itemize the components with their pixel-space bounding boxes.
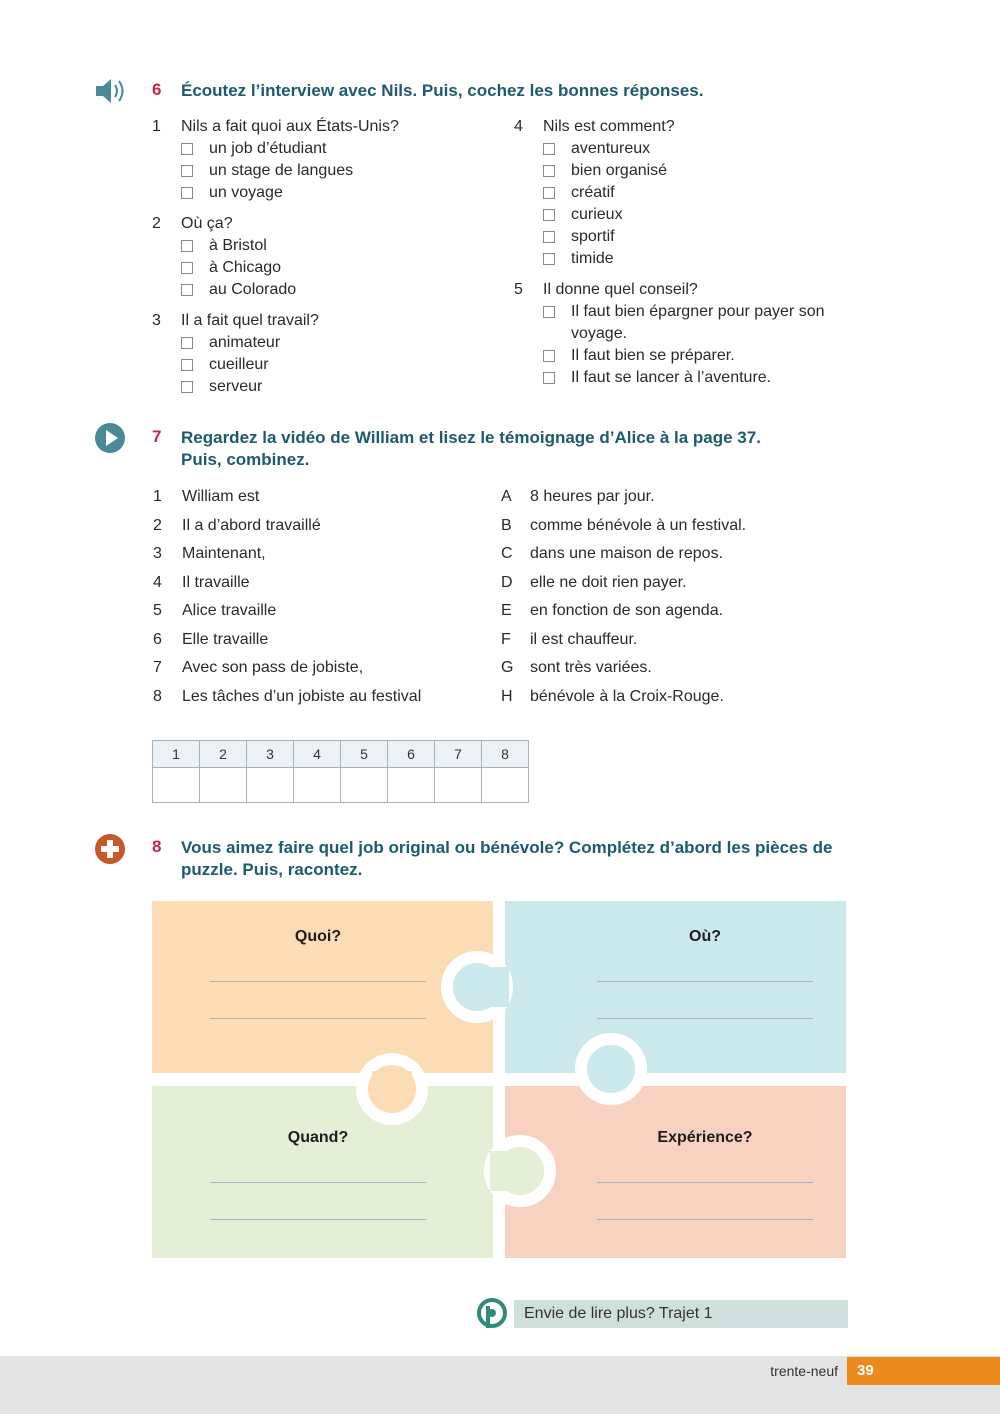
answer-cell[interactable] bbox=[482, 768, 529, 803]
puzzle-label-ou: Où? bbox=[689, 928, 721, 945]
grid-header: 6 bbox=[388, 741, 435, 768]
checkbox[interactable] bbox=[181, 262, 193, 274]
write-line[interactable] bbox=[597, 1182, 813, 1183]
answer-cell[interactable] bbox=[294, 768, 341, 803]
answer-cell[interactable] bbox=[435, 768, 482, 803]
write-line[interactable] bbox=[210, 1219, 426, 1220]
grid-header: 5 bbox=[341, 741, 388, 768]
exercise-number: 8 bbox=[152, 837, 162, 856]
checkbox[interactable] bbox=[181, 337, 193, 349]
play-icon[interactable] bbox=[94, 422, 126, 454]
puzzle-piece-experience[interactable] bbox=[505, 1086, 846, 1258]
answer-grid bbox=[152, 740, 529, 803]
checkbox[interactable] bbox=[181, 240, 193, 252]
answer-cell[interactable] bbox=[388, 768, 435, 803]
grid-header: 7 bbox=[435, 741, 482, 768]
checkbox[interactable] bbox=[181, 187, 193, 199]
checkbox[interactable] bbox=[543, 143, 555, 155]
checkbox[interactable] bbox=[181, 284, 193, 296]
checkbox[interactable] bbox=[543, 165, 555, 177]
question-number: 1 bbox=[152, 118, 161, 135]
exercise-number: 7 bbox=[152, 427, 162, 446]
write-line[interactable] bbox=[210, 1018, 426, 1019]
checkbox[interactable] bbox=[543, 372, 555, 384]
checkbox[interactable] bbox=[181, 143, 193, 155]
exercise-title: Regardez la vidéo de William et lisez le témoignage d’Alice à la page 37. bbox=[181, 428, 761, 447]
grid-header: 3 bbox=[247, 741, 294, 768]
exercise-title-line2: puzzle. Puis, racontez. bbox=[181, 860, 363, 879]
checkbox[interactable] bbox=[543, 350, 555, 362]
checkbox[interactable] bbox=[543, 306, 555, 318]
question-number: 4 bbox=[514, 118, 523, 135]
question-number: 3 bbox=[152, 312, 161, 329]
checkbox[interactable] bbox=[181, 359, 193, 371]
answer-cell[interactable] bbox=[153, 768, 200, 803]
question-text: Où ça? bbox=[181, 215, 233, 232]
exercise-title: Vous aimez faire quel job original ou bénévole? Complétez d’abord les pièces de bbox=[181, 838, 833, 857]
question-number: 2 bbox=[152, 215, 161, 232]
checkbox[interactable] bbox=[181, 165, 193, 177]
exercise-title-line2: Puis, combinez. bbox=[181, 450, 310, 469]
speaker-icon[interactable] bbox=[94, 75, 126, 107]
grid-header: 2 bbox=[200, 741, 247, 768]
checkbox[interactable] bbox=[543, 253, 555, 265]
read-more-link[interactable]: Envie de lire plus? Trajet 1 bbox=[514, 1300, 848, 1328]
write-line[interactable] bbox=[210, 981, 426, 982]
checkbox[interactable] bbox=[543, 187, 555, 199]
question-text: Nils est comment? bbox=[543, 118, 675, 135]
puzzle-piece-ou[interactable] bbox=[505, 901, 846, 1073]
p-logo-icon[interactable] bbox=[476, 1298, 508, 1330]
page-number: 39 bbox=[847, 1357, 1000, 1385]
grid-header: 4 bbox=[294, 741, 341, 768]
plus-icon bbox=[94, 833, 126, 865]
answer-cell[interactable] bbox=[341, 768, 388, 803]
puzzle-label-experience: Expérience? bbox=[657, 1129, 753, 1146]
write-line[interactable] bbox=[597, 1018, 813, 1019]
question-number: 5 bbox=[514, 281, 523, 298]
checkbox[interactable] bbox=[543, 209, 555, 221]
grid-header: 8 bbox=[482, 741, 529, 768]
puzzle-label-quand: Quand? bbox=[287, 1129, 349, 1146]
write-line[interactable] bbox=[597, 1219, 813, 1220]
exercise-title: Écoutez l’interview avec Nils. Puis, cochez les bonnes réponses. bbox=[181, 81, 704, 100]
question-text: Il a fait quel travail? bbox=[181, 312, 319, 329]
grid-header: 1 bbox=[153, 741, 200, 768]
checkbox[interactable] bbox=[543, 231, 555, 243]
question-text: Il donne quel conseil? bbox=[543, 281, 698, 298]
puzzle-label-quoi: Quoi? bbox=[294, 928, 342, 945]
write-line[interactable] bbox=[597, 981, 813, 982]
checkbox[interactable] bbox=[181, 381, 193, 393]
page-number-word: trente-neuf bbox=[770, 1363, 838, 1379]
puzzle-piece-quand[interactable] bbox=[152, 1086, 493, 1258]
write-line[interactable] bbox=[210, 1182, 426, 1183]
question-text: Nils a fait quoi aux États-Unis? bbox=[181, 118, 399, 135]
answer-cell[interactable] bbox=[247, 768, 294, 803]
puzzle bbox=[152, 901, 846, 1258]
answer-cell[interactable] bbox=[200, 768, 247, 803]
exercise-number: 6 bbox=[152, 80, 162, 99]
